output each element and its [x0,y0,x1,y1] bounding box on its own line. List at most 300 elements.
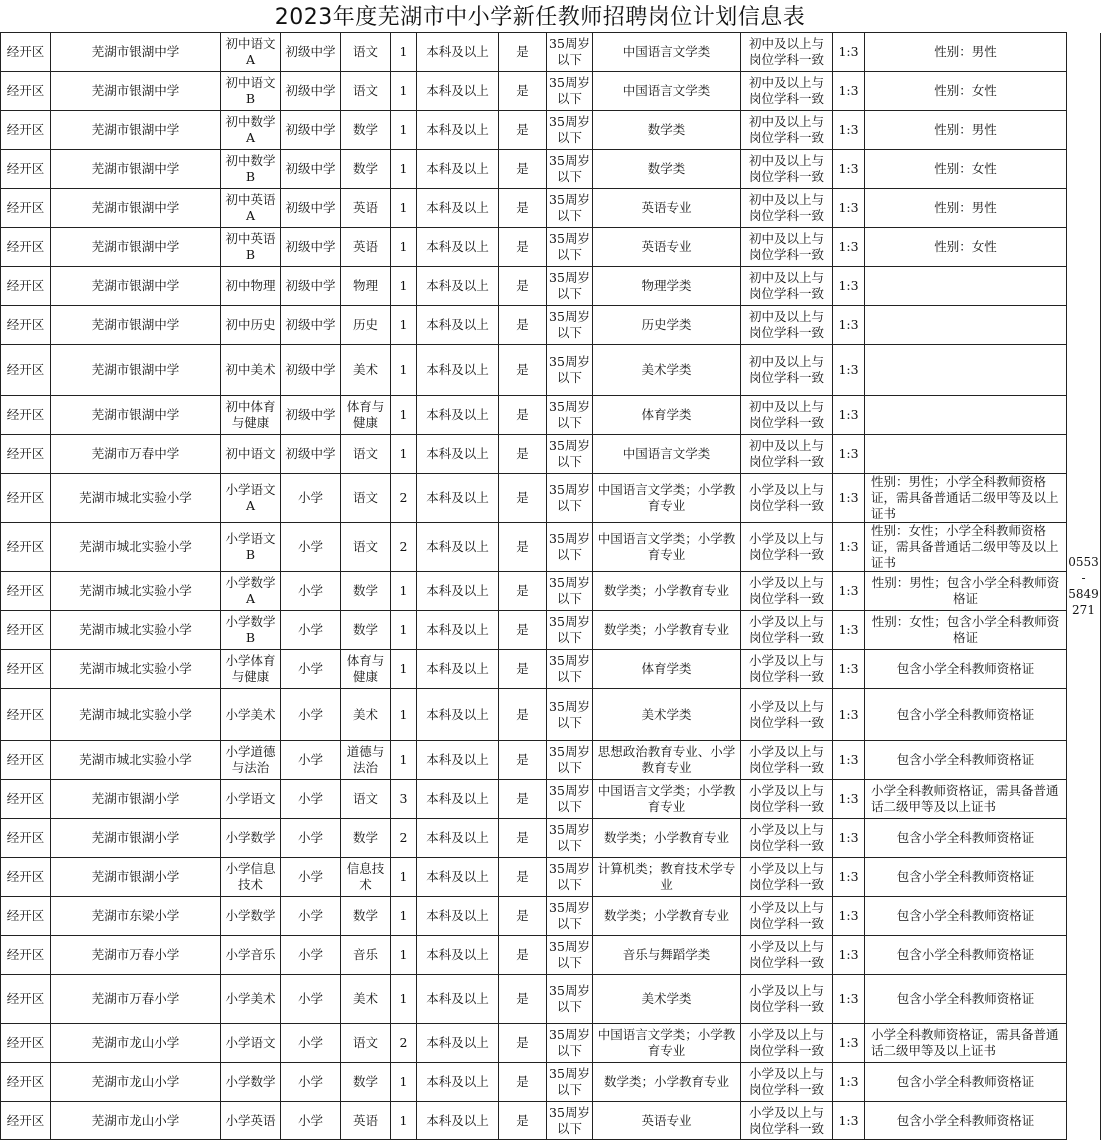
education-cell: 本科及以上 [417,33,499,72]
quota-cell: 1 [391,650,417,689]
education-cell: 本科及以上 [417,396,499,435]
qualification-cell: 小学及以上与岗位学科一致 [741,858,833,897]
subject-cell: 语文 [341,1024,391,1063]
ratio-cell: 1:3 [833,858,865,897]
district-cell: 经开区 [1,936,51,975]
table-row [1,819,1101,858]
qualification-cell: 小学及以上与岗位学科一致 [741,819,833,858]
district-cell: 经开区 [1,150,51,189]
position-cell: 小学数学A [221,572,281,611]
position-cell: 小学数学B [221,611,281,650]
age-cell: 35周岁以下 [547,435,593,474]
quota-cell: 2 [391,474,417,523]
degree-cell: 是 [499,396,547,435]
quota-cell: 1 [391,33,417,72]
school-cell: 芜湖市龙山小学 [51,1063,221,1102]
major-cell: 体育学类 [593,396,741,435]
quota-cell: 1 [391,1063,417,1102]
level-cell: 初级中学 [281,189,341,228]
position-cell: 初中语文B [221,72,281,111]
degree-cell: 是 [499,689,547,741]
level-cell: 小学 [281,936,341,975]
position-cell: 小学数学 [221,897,281,936]
school-cell: 芜湖市银湖中学 [51,228,221,267]
requirements-cell: 性别：女性；小学全科教师资格证，需具备普通话二级甲等及以上证书 [865,523,1067,572]
district-cell: 经开区 [1,396,51,435]
ratio-cell: 1:3 [833,897,865,936]
degree-cell: 是 [499,228,547,267]
table-row [1,572,1101,611]
school-cell: 芜湖市万春小学 [51,936,221,975]
education-cell: 本科及以上 [417,650,499,689]
major-cell: 美术学类 [593,345,741,396]
ratio-cell: 1:3 [833,474,865,523]
district-cell: 经开区 [1,345,51,396]
school-cell: 芜湖市城北实验小学 [51,572,221,611]
position-cell: 小学体育与健康 [221,650,281,689]
district-cell: 经开区 [1,474,51,523]
age-cell: 35周岁以下 [547,780,593,819]
level-cell: 初级中学 [281,396,341,435]
school-cell: 芜湖市银湖中学 [51,150,221,189]
requirements-cell: 小学全科教师资格证，需具备普通话二级甲等及以上证书 [865,780,1067,819]
age-cell: 35周岁以下 [547,306,593,345]
requirements-cell: 性别：女性 [865,72,1067,111]
major-cell: 物理学类 [593,267,741,306]
degree-cell: 是 [499,72,547,111]
ratio-cell: 1:3 [833,228,865,267]
age-cell: 35周岁以下 [547,897,593,936]
school-cell: 芜湖市东梁小学 [51,897,221,936]
quota-cell: 1 [391,975,417,1024]
position-cell: 初中语文A [221,33,281,72]
quota-cell: 1 [391,858,417,897]
ratio-cell: 1:3 [833,523,865,572]
degree-cell: 是 [499,306,547,345]
ratio-cell: 1:3 [833,396,865,435]
requirements-cell: 包含小学全科教师资格证 [865,1102,1067,1140]
level-cell: 小学 [281,474,341,523]
position-cell: 初中体育与健康 [221,396,281,435]
qualification-cell: 小学及以上与岗位学科一致 [741,1102,833,1140]
age-cell: 35周岁以下 [547,33,593,72]
requirements-cell [865,306,1067,345]
district-cell: 经开区 [1,650,51,689]
requirements-cell: 包含小学全科教师资格证 [865,936,1067,975]
contact-phone-part: - [1081,571,1086,585]
education-cell: 本科及以上 [417,936,499,975]
district-cell: 经开区 [1,33,51,72]
level-cell: 小学 [281,689,341,741]
quota-cell: 1 [391,435,417,474]
position-cell: 初中美术 [221,345,281,396]
school-cell: 芜湖市银湖中学 [51,267,221,306]
degree-cell: 是 [499,523,547,572]
position-cell: 初中数学B [221,150,281,189]
age-cell: 35周岁以下 [547,523,593,572]
district-cell: 经开区 [1,228,51,267]
requirements-cell: 小学全科教师资格证，需具备普通话二级甲等及以上证书 [865,1024,1067,1063]
requirements-cell: 性别：女性 [865,228,1067,267]
position-cell: 小学语文 [221,1024,281,1063]
level-cell: 小学 [281,1024,341,1063]
district-cell: 经开区 [1,111,51,150]
table-row [1,650,1101,689]
age-cell: 35周岁以下 [547,689,593,741]
age-cell: 35周岁以下 [547,650,593,689]
ratio-cell: 1:3 [833,72,865,111]
major-cell: 计算机类；教育技术学专业 [593,858,741,897]
contact-phone-cell [1067,33,1101,1140]
qualification-cell: 小学及以上与岗位学科一致 [741,689,833,741]
district-cell: 经开区 [1,306,51,345]
qualification-cell: 小学及以上与岗位学科一致 [741,1024,833,1063]
education-cell: 本科及以上 [417,72,499,111]
school-cell: 芜湖市万春小学 [51,975,221,1024]
ratio-cell: 1:3 [833,345,865,396]
subject-cell: 体育与健康 [341,396,391,435]
education-cell: 本科及以上 [417,689,499,741]
education-cell: 本科及以上 [417,611,499,650]
major-cell: 数学类；小学教育专业 [593,819,741,858]
major-cell: 中国语言文学类；小学教育专业 [593,780,741,819]
education-cell: 本科及以上 [417,1063,499,1102]
age-cell: 35周岁以下 [547,1102,593,1140]
school-cell: 芜湖市银湖小学 [51,858,221,897]
age-cell: 35周岁以下 [547,611,593,650]
education-cell: 本科及以上 [417,228,499,267]
education-cell: 本科及以上 [417,897,499,936]
age-cell: 35周岁以下 [547,819,593,858]
age-cell: 35周岁以下 [547,189,593,228]
district-cell: 经开区 [1,975,51,1024]
education-cell: 本科及以上 [417,435,499,474]
qualification-cell: 初中及以上与岗位学科一致 [741,396,833,435]
education-cell: 本科及以上 [417,523,499,572]
qualification-cell: 初中及以上与岗位学科一致 [741,306,833,345]
qualification-cell: 初中及以上与岗位学科一致 [741,33,833,72]
age-cell: 35周岁以下 [547,741,593,780]
school-cell: 芜湖市龙山小学 [51,1102,221,1140]
quota-cell: 1 [391,267,417,306]
education-cell: 本科及以上 [417,1024,499,1063]
degree-cell: 是 [499,1063,547,1102]
requirements-cell: 包含小学全科教师资格证 [865,858,1067,897]
position-cell: 初中英语B [221,228,281,267]
degree-cell: 是 [499,1102,547,1140]
district-cell: 经开区 [1,611,51,650]
ratio-cell: 1:3 [833,267,865,306]
subject-cell: 语文 [341,523,391,572]
contact-phone-part: 5849 [1068,587,1099,601]
qualification-cell: 初中及以上与岗位学科一致 [741,228,833,267]
ratio-cell: 1:3 [833,1063,865,1102]
requirements-cell: 性别：男性 [865,189,1067,228]
position-cell: 初中历史 [221,306,281,345]
ratio-cell: 1:3 [833,936,865,975]
district-cell: 经开区 [1,572,51,611]
ratio-cell: 1:3 [833,975,865,1024]
education-cell: 本科及以上 [417,150,499,189]
subject-cell: 美术 [341,689,391,741]
contact-phone-part: 0553 [1068,555,1099,569]
quota-cell: 1 [391,936,417,975]
subject-cell: 历史 [341,306,391,345]
table-row [1,741,1101,780]
table-row [1,858,1101,897]
degree-cell: 是 [499,572,547,611]
education-cell: 本科及以上 [417,111,499,150]
subject-cell: 语文 [341,780,391,819]
ratio-cell: 1:3 [833,306,865,345]
level-cell: 小学 [281,572,341,611]
table-row [1,189,1101,228]
major-cell: 数学类；小学教育专业 [593,897,741,936]
ratio-cell: 1:3 [833,1102,865,1140]
qualification-cell: 小学及以上与岗位学科一致 [741,572,833,611]
district-cell: 经开区 [1,689,51,741]
ratio-cell: 1:3 [833,189,865,228]
subject-cell: 体育与健康 [341,650,391,689]
age-cell: 35周岁以下 [547,975,593,1024]
major-cell: 中国语言文学类 [593,72,741,111]
level-cell: 初级中学 [281,111,341,150]
education-cell: 本科及以上 [417,780,499,819]
subject-cell: 信息技术 [341,858,391,897]
table-row [1,150,1101,189]
school-cell: 芜湖市银湖中学 [51,306,221,345]
position-cell: 小学英语 [221,1102,281,1140]
qualification-cell: 小学及以上与岗位学科一致 [741,780,833,819]
position-cell: 小学语文B [221,523,281,572]
subject-cell: 数学 [341,611,391,650]
education-cell: 本科及以上 [417,306,499,345]
degree-cell: 是 [499,435,547,474]
education-cell: 本科及以上 [417,267,499,306]
age-cell: 35周岁以下 [547,396,593,435]
subject-cell: 英语 [341,1102,391,1140]
degree-cell: 是 [499,150,547,189]
education-cell: 本科及以上 [417,741,499,780]
district-cell: 经开区 [1,523,51,572]
position-cell: 小学美术 [221,975,281,1024]
ratio-cell: 1:3 [833,780,865,819]
subject-cell: 音乐 [341,936,391,975]
ratio-cell: 1:3 [833,111,865,150]
table-row [1,936,1101,975]
quota-cell: 1 [391,396,417,435]
qualification-cell: 小学及以上与岗位学科一致 [741,523,833,572]
degree-cell: 是 [499,1024,547,1063]
table-row [1,306,1101,345]
requirements-cell [865,345,1067,396]
qualification-cell: 小学及以上与岗位学科一致 [741,897,833,936]
major-cell: 中国语言文学类 [593,33,741,72]
subject-cell: 美术 [341,345,391,396]
quota-cell: 1 [391,228,417,267]
education-cell: 本科及以上 [417,975,499,1024]
major-cell: 中国语言文学类；小学教育专业 [593,1024,741,1063]
degree-cell: 是 [499,650,547,689]
qualification-cell: 初中及以上与岗位学科一致 [741,267,833,306]
degree-cell: 是 [499,33,547,72]
ratio-cell: 1:3 [833,572,865,611]
subject-cell: 数学 [341,150,391,189]
subject-cell: 语文 [341,33,391,72]
major-cell: 数学类 [593,150,741,189]
ratio-cell: 1:3 [833,741,865,780]
district-cell: 经开区 [1,741,51,780]
school-cell: 芜湖市银湖中学 [51,33,221,72]
subject-cell: 数学 [341,572,391,611]
subject-cell: 语文 [341,72,391,111]
age-cell: 35周岁以下 [547,150,593,189]
qualification-cell: 小学及以上与岗位学科一致 [741,975,833,1024]
quota-cell: 1 [391,345,417,396]
level-cell: 初级中学 [281,150,341,189]
quota-cell: 2 [391,523,417,572]
qualification-cell: 小学及以上与岗位学科一致 [741,474,833,523]
age-cell: 35周岁以下 [547,858,593,897]
requirements-cell [865,267,1067,306]
quota-cell: 1 [391,306,417,345]
requirements-cell: 包含小学全科教师资格证 [865,689,1067,741]
district-cell: 经开区 [1,897,51,936]
requirements-cell: 性别：男性；小学全科教师资格证，需具备普通话二级甲等及以上证书 [865,474,1067,523]
major-cell: 思想政治教育专业、小学教育专业 [593,741,741,780]
degree-cell: 是 [499,858,547,897]
qualification-cell: 小学及以上与岗位学科一致 [741,611,833,650]
level-cell: 初级中学 [281,267,341,306]
school-cell: 芜湖市城北实验小学 [51,689,221,741]
requirements-cell [865,435,1067,474]
level-cell: 小学 [281,780,341,819]
quota-cell: 1 [391,111,417,150]
table-row [1,228,1101,267]
major-cell: 数学类；小学教育专业 [593,611,741,650]
subject-cell: 数学 [341,819,391,858]
subject-cell: 数学 [341,111,391,150]
position-cell: 小学数学 [221,819,281,858]
level-cell: 初级中学 [281,435,341,474]
position-cell: 小学美术 [221,689,281,741]
qualification-cell: 初中及以上与岗位学科一致 [741,435,833,474]
quota-cell: 1 [391,189,417,228]
subject-cell: 英语 [341,189,391,228]
age-cell: 35周岁以下 [547,936,593,975]
qualification-cell: 小学及以上与岗位学科一致 [741,1063,833,1102]
requirements-cell: 包含小学全科教师资格证 [865,1063,1067,1102]
major-cell: 体育学类 [593,650,741,689]
quota-cell: 1 [391,897,417,936]
position-cell: 小学信息技术 [221,858,281,897]
table-row [1,780,1101,819]
quota-cell: 1 [391,72,417,111]
qualification-cell: 初中及以上与岗位学科一致 [741,150,833,189]
quota-cell: 1 [391,689,417,741]
age-cell: 35周岁以下 [547,1024,593,1063]
district-cell: 经开区 [1,819,51,858]
level-cell: 小学 [281,650,341,689]
ratio-cell: 1:3 [833,650,865,689]
table-row [1,975,1101,1024]
major-cell: 中国语言文学类；小学教育专业 [593,474,741,523]
major-cell: 英语专业 [593,189,741,228]
quota-cell: 3 [391,780,417,819]
requirements-cell: 性别：男性 [865,111,1067,150]
district-cell: 经开区 [1,1063,51,1102]
requirements-cell: 包含小学全科教师资格证 [865,819,1067,858]
quota-cell: 1 [391,1102,417,1140]
degree-cell: 是 [499,111,547,150]
education-cell: 本科及以上 [417,819,499,858]
qualification-cell: 初中及以上与岗位学科一致 [741,189,833,228]
school-cell: 芜湖市城北实验小学 [51,650,221,689]
education-cell: 本科及以上 [417,858,499,897]
table-row [1,611,1101,650]
subject-cell: 美术 [341,975,391,1024]
subject-cell: 道德与法治 [341,741,391,780]
requirements-cell: 包含小学全科教师资格证 [865,897,1067,936]
degree-cell: 是 [499,345,547,396]
major-cell: 英语专业 [593,228,741,267]
requirements-cell: 性别：女性；包含小学全科教师资格证 [865,611,1067,650]
qualification-cell: 初中及以上与岗位学科一致 [741,111,833,150]
table-row [1,1063,1101,1102]
school-cell: 芜湖市银湖中学 [51,111,221,150]
district-cell: 经开区 [1,780,51,819]
table-row [1,345,1101,396]
school-cell: 芜湖市银湖中学 [51,345,221,396]
degree-cell: 是 [499,611,547,650]
age-cell: 35周岁以下 [547,572,593,611]
degree-cell: 是 [499,474,547,523]
age-cell: 35周岁以下 [547,474,593,523]
table-row [1,689,1101,741]
subject-cell: 语文 [341,435,391,474]
major-cell: 中国语言文学类；小学教育专业 [593,523,741,572]
ratio-cell: 1:3 [833,689,865,741]
degree-cell: 是 [499,189,547,228]
education-cell: 本科及以上 [417,345,499,396]
major-cell: 数学类；小学教育专业 [593,572,741,611]
education-cell: 本科及以上 [417,474,499,523]
major-cell: 英语专业 [593,1102,741,1140]
ratio-cell: 1:3 [833,1024,865,1063]
district-cell: 经开区 [1,858,51,897]
school-cell: 芜湖市银湖小学 [51,780,221,819]
table-row [1,72,1101,111]
major-cell: 美术学类 [593,689,741,741]
requirements-cell: 包含小学全科教师资格证 [865,975,1067,1024]
quota-cell: 1 [391,572,417,611]
ratio-cell: 1:3 [833,611,865,650]
table-row [1,396,1101,435]
level-cell: 初级中学 [281,306,341,345]
age-cell: 35周岁以下 [547,1063,593,1102]
position-cell: 初中英语A [221,189,281,228]
level-cell: 小学 [281,1102,341,1140]
quota-cell: 1 [391,150,417,189]
level-cell: 初级中学 [281,72,341,111]
table-row [1,435,1101,474]
education-cell: 本科及以上 [417,1102,499,1140]
position-cell: 小学道德与法治 [221,741,281,780]
degree-cell: 是 [499,819,547,858]
quota-cell: 1 [391,741,417,780]
major-cell: 历史学类 [593,306,741,345]
subject-cell: 数学 [341,1063,391,1102]
